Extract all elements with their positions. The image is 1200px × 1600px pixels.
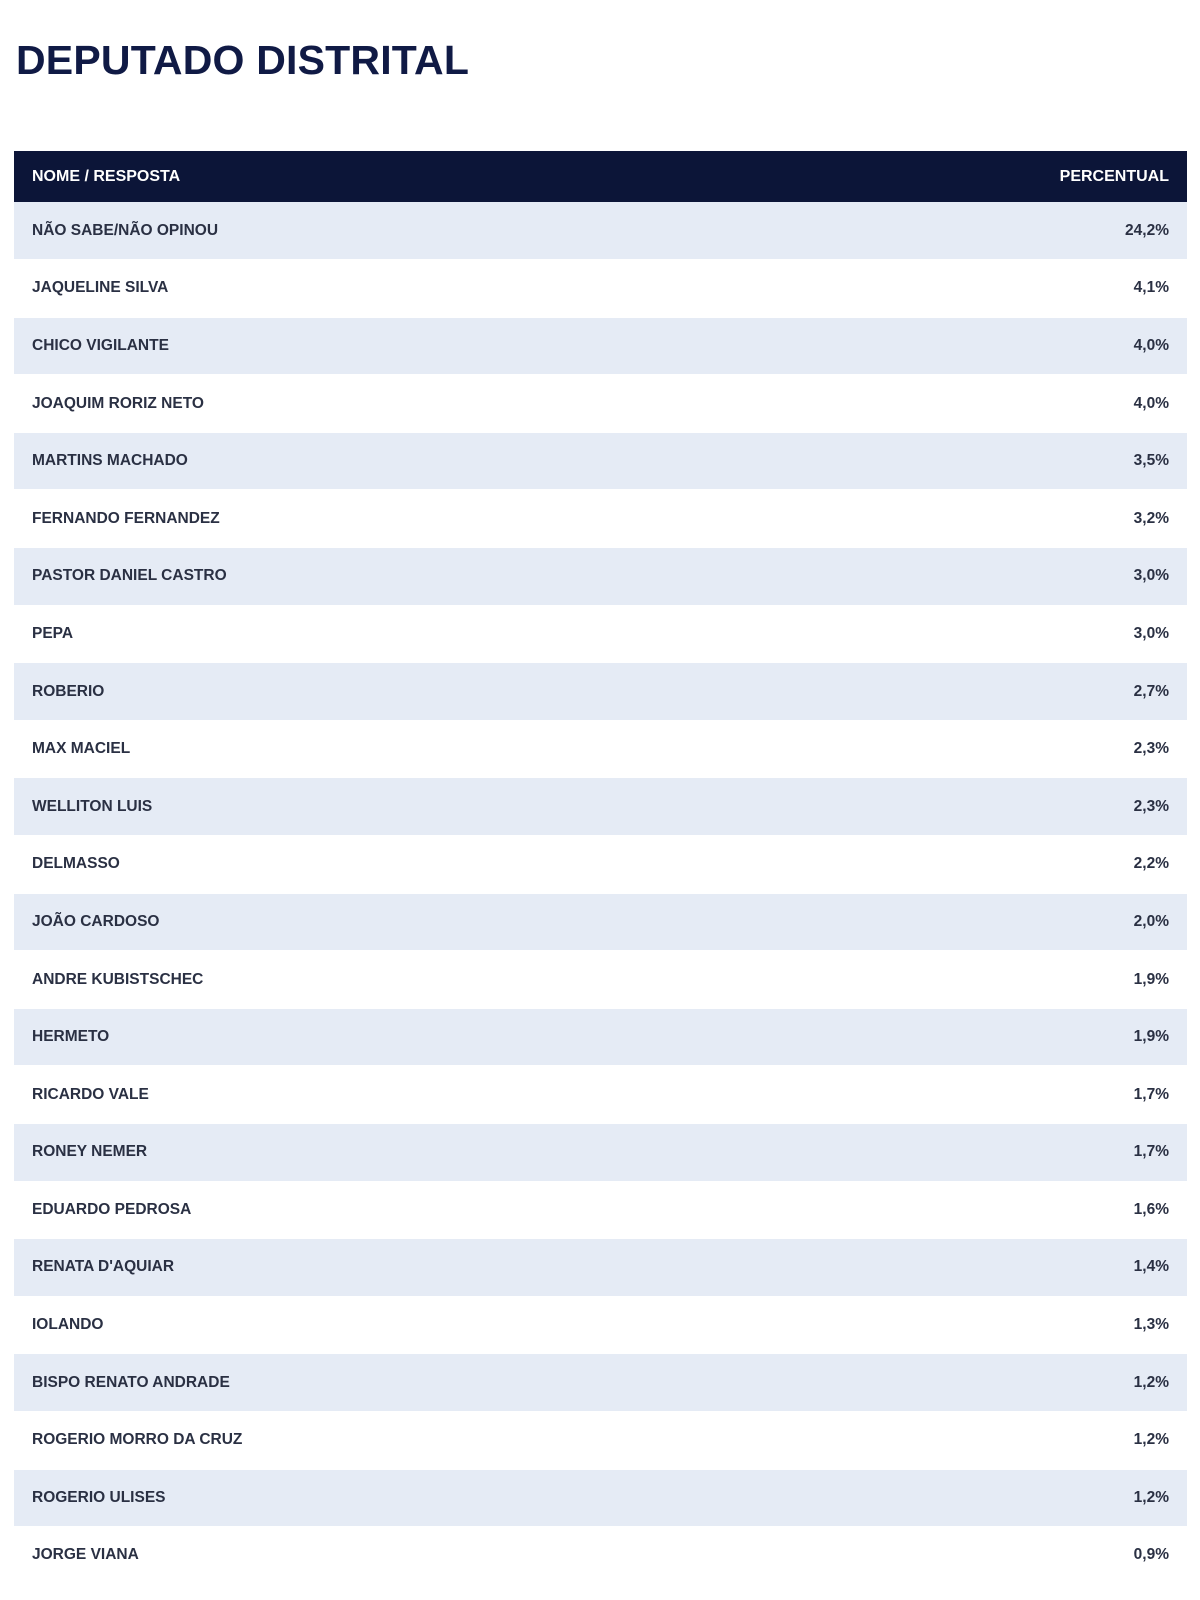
percentage-value: 2,0% — [1133, 912, 1169, 930]
candidate-name: RENATA D'AQUIAR — [32, 1258, 175, 1276]
percentage-value: 2,3% — [1133, 797, 1169, 815]
column-header-percent: PERCENTUAL — [1059, 167, 1169, 185]
table-row — [14, 317, 1187, 375]
table-row — [14, 490, 1187, 548]
percentage-value: 1,2% — [1133, 1488, 1169, 1506]
table-row — [14, 1008, 1187, 1066]
table-row — [14, 778, 1187, 836]
percentage-value: 4,0% — [1133, 394, 1169, 412]
percentage-value: 2,2% — [1133, 855, 1169, 873]
table-row — [14, 663, 1187, 721]
candidate-name: ROGERIO ULISES — [32, 1488, 166, 1506]
table-row — [14, 605, 1187, 663]
table-row — [14, 432, 1187, 490]
percentage-value: 0,9% — [1133, 1546, 1169, 1564]
table-row — [14, 1239, 1187, 1297]
table-row — [14, 1354, 1187, 1412]
table-row — [14, 1411, 1187, 1469]
header-row — [14, 151, 1187, 202]
candidate-name: JAQUELINE SILVA — [32, 279, 169, 297]
table-row — [14, 1469, 1187, 1527]
results-table — [14, 151, 1187, 1585]
percentage-value: 3,2% — [1133, 509, 1169, 527]
percentage-value: 1,2% — [1133, 1431, 1169, 1449]
percentage-value: 2,7% — [1133, 682, 1169, 700]
percentage-value: 4,1% — [1133, 279, 1169, 297]
column-header-name: NOME / RESPOSTA — [32, 167, 181, 185]
candidate-name: EDUARDO PEDROSA — [32, 1200, 192, 1218]
candidate-name: ANDRE KUBISTSCHEC — [32, 970, 204, 988]
table-row — [14, 836, 1187, 894]
percentage-value: 1,4% — [1133, 1258, 1169, 1276]
percentage-value: 1,7% — [1133, 1143, 1169, 1161]
percentage-value: 3,0% — [1133, 567, 1169, 585]
percentage-value: 1,2% — [1133, 1373, 1169, 1391]
candidate-name: MAX MACIEL — [32, 740, 131, 758]
percentage-value: 24,2% — [1125, 221, 1169, 239]
candidate-name: ROGERIO MORRO DA CRUZ — [32, 1431, 243, 1449]
candidate-name: BISPO RENATO ANDRADE — [32, 1373, 230, 1391]
candidate-name: MARTINS MACHADO — [32, 452, 188, 470]
candidate-name: DELMASSO — [32, 855, 120, 873]
candidate-name: HERMETO — [32, 1028, 110, 1046]
table-row — [14, 1124, 1187, 1182]
table-row — [14, 1296, 1187, 1354]
table-row — [14, 260, 1187, 318]
percentage-value: 4,0% — [1133, 336, 1169, 354]
candidate-name: JOAQUIM RORIZ NETO — [32, 394, 204, 412]
candidate-name: ROBERIO — [32, 682, 105, 700]
candidate-name: CHICO VIGILANTE — [32, 336, 169, 354]
candidate-name: IOLANDO — [32, 1316, 104, 1334]
percentage-value: 3,5% — [1133, 452, 1169, 470]
table-row — [14, 893, 1187, 951]
table-row — [14, 375, 1187, 433]
table-body — [14, 202, 1187, 1584]
candidate-name: NÃO SABE/NÃO OPINOU — [32, 221, 219, 239]
table-row — [14, 1181, 1187, 1239]
table-row — [14, 1527, 1187, 1585]
table-header — [14, 151, 1187, 202]
candidate-name: RONEY NEMER — [32, 1143, 148, 1161]
page-title: DEPUTADO DISTRITAL — [16, 37, 470, 83]
candidate-name: WELLITON LUIS — [32, 797, 153, 815]
table-row — [14, 548, 1187, 606]
candidate-name: JOÃO CARDOSO — [32, 912, 160, 930]
percentage-value: 1,9% — [1133, 970, 1169, 988]
candidate-name: JORGE VIANA — [32, 1546, 139, 1564]
candidate-name: FERNANDO FERNANDEZ — [32, 509, 220, 527]
table-row — [14, 951, 1187, 1009]
percentage-value: 1,9% — [1133, 1028, 1169, 1046]
candidate-name: PASTOR DANIEL CASTRO — [32, 567, 227, 585]
percentage-value: 1,3% — [1133, 1316, 1169, 1334]
percentage-value: 2,3% — [1133, 740, 1169, 758]
percentage-value: 3,0% — [1133, 624, 1169, 642]
percentage-value: 1,7% — [1133, 1085, 1169, 1103]
table-row — [14, 720, 1187, 778]
table-row — [14, 202, 1187, 260]
candidate-name: RICARDO VALE — [32, 1085, 149, 1103]
candidate-name: PEPA — [32, 624, 74, 642]
table-row — [14, 1066, 1187, 1124]
percentage-value: 1,6% — [1133, 1200, 1169, 1218]
